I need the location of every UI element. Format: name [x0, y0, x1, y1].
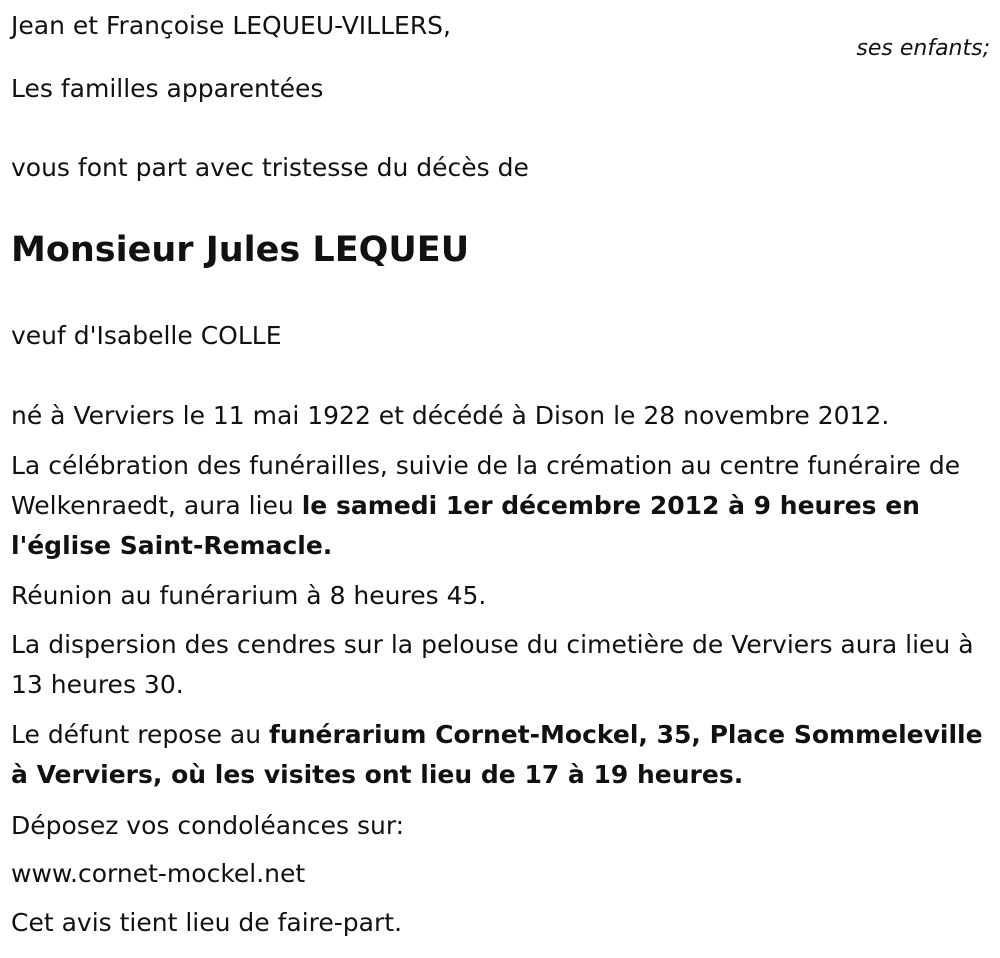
celebration-date-place: le samedi 1er décembre 2012 à 9 heures en l'église Saint-Remacle.: [11, 491, 920, 560]
celebration-text: La célébration des funérailles, suivie de la crémation au centre funéraire de Welkenraedt, aura lieu: [11, 451, 961, 520]
faire-part-notice: Cet avis tient lieu de faire-part.: [11, 908, 403, 937]
resting-place-paragraph: [11, 715, 991, 795]
gathering-time: Réunion au funérarium à 8 heures 45.: [11, 581, 487, 610]
children-relation: ses enfants;: [856, 36, 990, 61]
resting-place-address: funérarium Cornet-Mockel, 35, Place Sommeleville à Verviers, où les visites ont lieu de 17 à 19 heures.: [11, 720, 983, 789]
ashes-dispersion: La dispersion des cendres sur la pelouse du cimetière de Verviers aura lieu à 13 heures 30.: [11, 630, 974, 699]
condolences-website: www.cornet-mockel.net: [11, 859, 306, 888]
deceased-name: Monsieur Jules LEQUEU: [11, 230, 470, 270]
related-families: Les familles apparentées: [11, 74, 324, 103]
birth-death-dates: né à Verviers le 11 mai 1922 et décédé à Dison le 28 novembre 2012.: [11, 401, 890, 430]
children-names: Jean et Françoise LEQUEU-VILLERS,: [11, 11, 452, 40]
resting-place-text: Le défunt repose au: [11, 720, 270, 749]
condolences-label: Déposez vos condoléances sur:: [11, 811, 405, 840]
celebration-paragraph: [11, 446, 991, 566]
announcement-intro: vous font part avec tristesse du décès de: [11, 153, 529, 182]
widower-of: veuf d'Isabelle COLLE: [11, 321, 282, 350]
